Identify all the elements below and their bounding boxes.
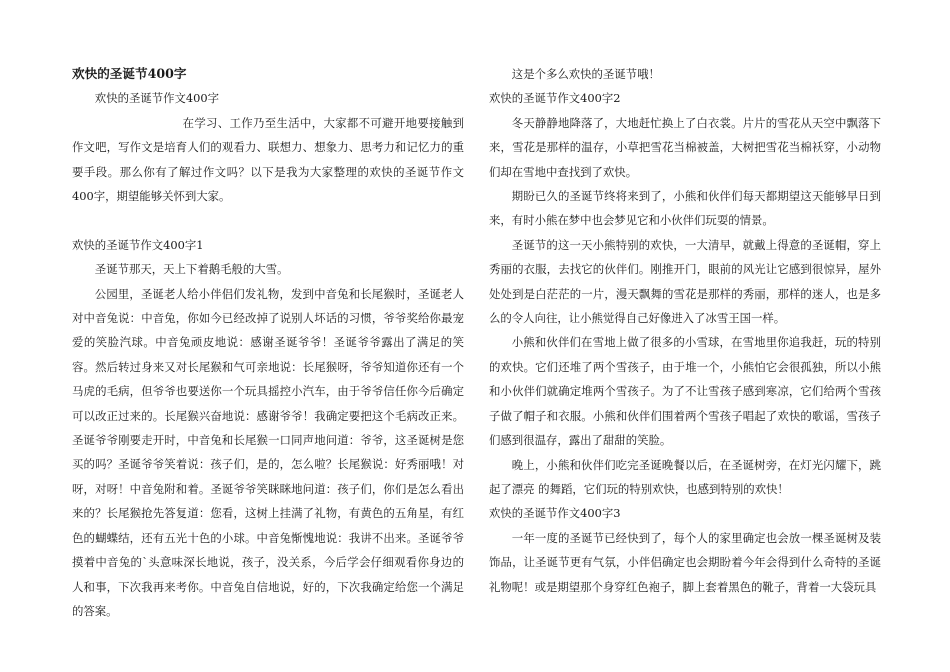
intro-paragraph: 在学习、工作乃至生活中，大家都不可避开地要接触到作文吧，写作文是培育人们的观看力、联想力、想象力、思考力和记忆力的重要手段。那么你有了解过作文吗？以下是我为大家整理的欢快的圣诞节作文400字，期望能够关怀到大家。 xyxy=(72,115,464,204)
essay2-paragraph-5: 晚上，小熊和伙伴们吃完圣诞晚餐以后，在圣诞树旁，在灯光闪耀下，跳起了漂亮 的舞蹈，它们玩的特别欢快，也感到特别的欢快！ xyxy=(489,457,881,496)
subtitle: 欢快的圣诞节作文400字 xyxy=(94,91,220,106)
essay2-paragraph-4: 小熊和伙伴们在雪地上做了很多的小雪球，在雪地里你追我赶，玩的特别的欢快。它们还堆了两个雪孩子，由于堆一个，小熊怕它会很孤独，所以小熊和小伙伴们就确定堆两个雪孩子。为了不让雪孩子感到寒凉，它们给两个雪孩子做了帽子和衣服。小熊和伙伴们围着两个雪孩子唱起了欢快的歌谣，雪孩子们感到很温存，露出了甜甜的笑脸。 xyxy=(489,335,881,448)
essay-heading-1: 欢快的圣诞节作文400字1 xyxy=(72,237,204,252)
essay-heading-2: 欢快的圣诞节作文400字2 xyxy=(489,91,621,106)
essay2-paragraph-1: 冬天静静地降落了，大地赶忙换上了白衣裳。片片的雪花从天空中飘落下来，雪花是那样的温存，小草把雪花当棉被盖，大树把雪花当棉袄穿，小动物们却在雪地中查找到了欢快。 xyxy=(489,115,881,179)
essay1-paragraph-1: 圣诞节那天，天上下着鹅毛般的大雪。 xyxy=(94,262,289,277)
essay2-paragraph-2: 期盼已久的圣诞节终将来到了，小熊和伙伴们每天都期望这天能够早日到来，有时小熊在梦中也会梦见它和小伙伴们玩耍的情景。 xyxy=(489,189,881,228)
essay-heading-3: 欢快的圣诞节作文400字3 xyxy=(489,506,621,521)
essay3-paragraph-1: 一年一度的圣诞节已经快到了，每个人的家里确定也会放一棵圣诞树及装饰品，让圣诞节更有气氛，小伴侣确定也会期盼着今年会得到什么奇特的圣诞礼物呢！或是期望那个身穿红色袍子，脚上套着黑色的靴子，背着一大袋玩具 xyxy=(489,530,881,594)
paragraph-gap xyxy=(72,208,464,232)
right-column xyxy=(489,62,881,599)
document-title: 欢快的圣诞节400字 xyxy=(72,66,187,81)
left-column xyxy=(72,62,464,623)
essay1-paragraph-2: 公园里，圣诞老人给小伴侣们发礼物，发到中音兔和长尾猴时，圣诞老人对中音兔说：中音兔，你如今已经改掉了说别人坏话的习惯，爷爷奖给你最宠爱的笑脸汽球。中音兔顽皮地说：感谢圣诞爷爷！圣诞爷爷露出了满足的笑容。然后转过身来又对长尾猴和气可亲地说：长尾猴呀，爷爷知道你还有一个马虎的毛病，但爷爷也要送你一个玩具摇控小汽车，由于爷爷信任你今后确定可以改正过来的。长尾猴兴奋地说：感谢爷爷！我确定要把这个毛病改正来。圣诞爷爷刚要走开时，中音兔和长尾猴一口同声地问道：爷爷，这圣诞树是您买的吗？圣诞爷爷笑着说：孩子们，是的，怎么啦？长尾猴说：好秀丽哦！对呀，对呀！中音兔附和着。圣诞爷爷笑眯眯地问道：孩子们，你们是怎么看出来的？长尾猴抢先答复道：您看，这树上挂满了礼物，有黄色的五角星，有红色的蝴蝶结，还有五光十色的小球。中音兔惭愧地说：我讲不出来。圣诞爷爷摸着中音兔的`头意味深长地说，孩子，没关系，今后学会仔细观看你身边的人和事，下次我再来考你。中音兔自信地说，好的，下次我确定给您一个满足的答案。 xyxy=(72,286,464,618)
essay2-paragraph-3: 圣诞节的这一天小熊特别的欢快，一大清早，就戴上得意的圣诞帽，穿上秀丽的衣服，去找它的伙伴们。刚推开门，眼前的风光让它感到很惊异，屋外处处到是白茫茫的一片，漫天飘舞的雪花是那样的秀丽，那样的迷人，也是多么的令人向往，让小熊觉得自己好像进入了冰雪王国一样。 xyxy=(489,237,881,326)
essay1-closing: 这是个多么欢快的圣诞节哦！ xyxy=(511,67,660,81)
